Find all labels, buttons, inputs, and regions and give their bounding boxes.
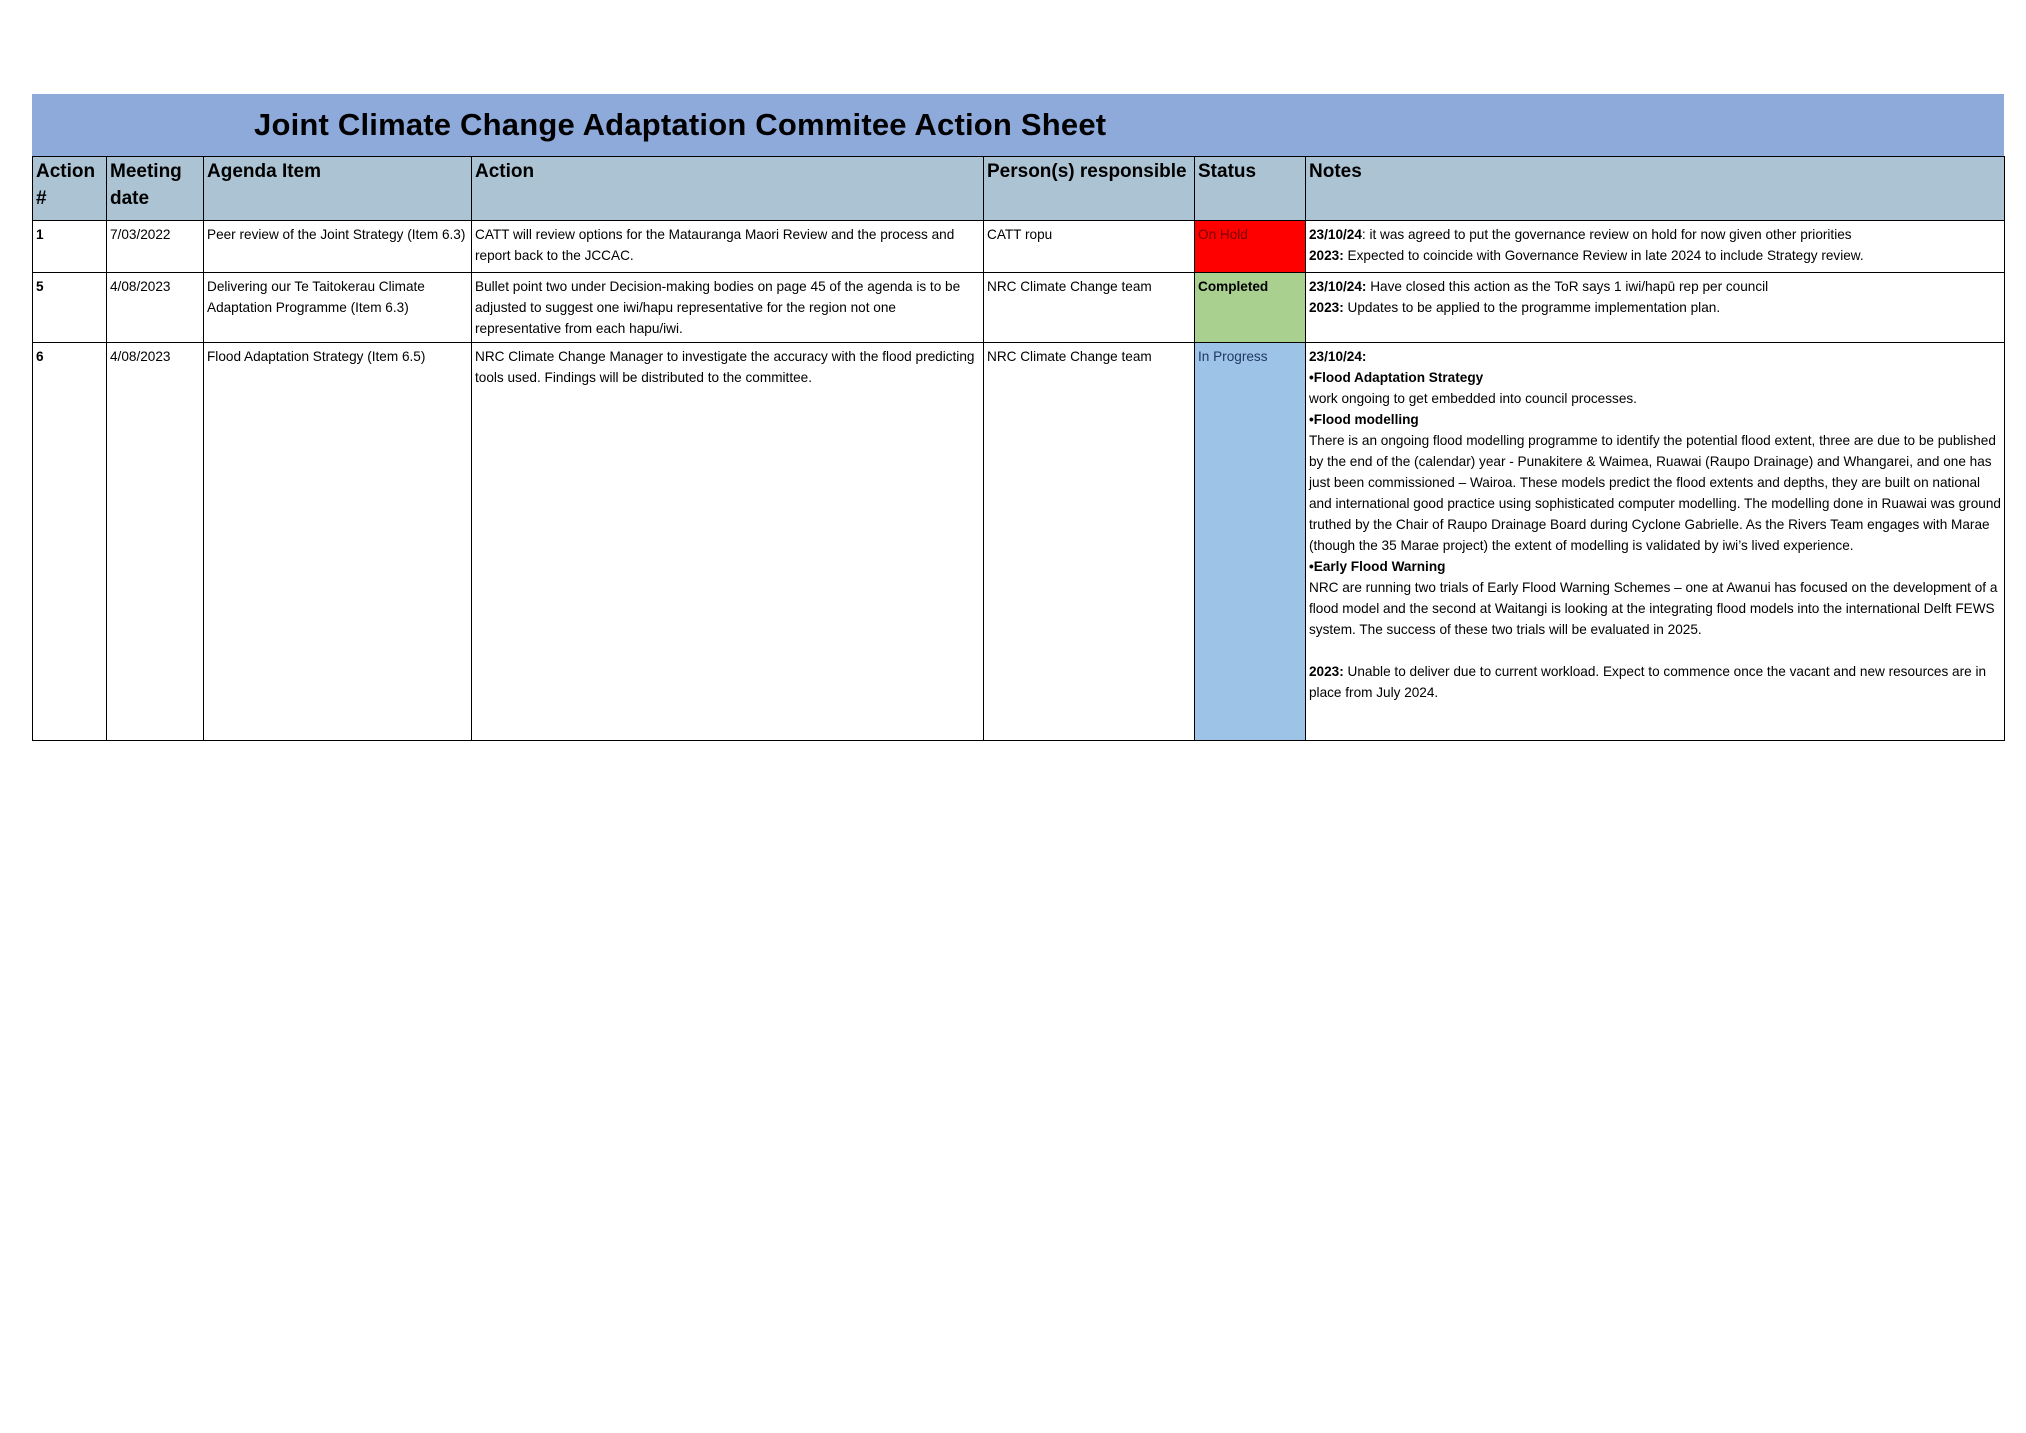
cell-responsible: CATT ropu [984,221,1195,273]
col-header-meeting-date: Meeting date [107,157,204,221]
cell-meeting-date: 4/08/2023 [107,343,204,741]
status-badge: On Hold [1195,221,1306,273]
note-paragraph: There is an ongoing flood modelling programme to identify the potential flood extent, three are due to be published by the end of the (calendar) year - Punakitere & Waimea, Ruawai (Raupo Drainage) and Whangarei, and one has just been commissioned – Wairoa. These models predict the flood extents and depths, they are built on national and international good practice using sophisticated computer modelling. The modelling done in Ruawai was ground truthed by the Chair of Raupo Drainage Board during Cyclone Gabrielle. As the Rivers Team engages with Marae (though the 35 Marae project) the extent of modelling is validated by iwi’s lived experience. [1309,433,2001,553]
note-text: Have closed this action as the ToR says 1 iwi/hapū rep per council [1366,279,1769,294]
note-text: Expected to coincide with Governance Review in late 2024 to include Strategy review. [1343,248,1864,263]
col-header-responsible: Person(s) responsible [984,157,1195,221]
col-header-action: Action [472,157,984,221]
bullet-icon: • [1309,370,1314,385]
cell-responsible: NRC Climate Change team [984,343,1195,741]
spacer [1309,640,2001,661]
note-year-label: 2023: [1309,300,1344,315]
sheet-title: Joint Climate Change Adaptation Commitee Action Sheet [254,107,1107,142]
note-text: Unable to deliver due to current workload. Expect to commence once the vacant and new resources are in place from July 2024. [1309,664,1987,700]
bullet-icon: • [1309,559,1314,574]
note-line [1309,224,2001,245]
note-subheading: •Early Flood Warning [1309,559,1446,574]
cell-meeting-date: 7/03/2022 [107,221,204,273]
cell-agenda-item: Delivering our Te Taitokerau Climate Adaptation Programme (Item 6.3) [204,273,472,343]
status-badge: Completed [1195,273,1306,343]
table-row [33,221,2005,273]
note-date-label: 23/10/24 [1309,227,1362,242]
note-line [1309,297,2001,318]
table-row [33,343,2005,741]
note-text: : it was agreed to put the governance review on hold for now given other priorities [1361,227,1852,242]
note-paragraph: NRC are running two trials of Early Flood Warning Schemes – one at Awanui has focused on the development of a flood model and the second at Waitangi is looking at the integrating flood models into the international Delft FEWS system. The success of these two trials will be evaluated in 2025. [1309,580,1998,637]
note-year-label: 2023: [1309,248,1344,263]
title-bar [32,94,2004,156]
action-table [32,156,2005,741]
cell-action-number: 6 [33,343,107,741]
cell-responsible: NRC Climate Change team [984,273,1195,343]
col-header-notes: Notes [1306,157,2005,221]
cell-notes [1306,273,2005,343]
note-date-label: 23/10/24: [1309,279,1367,294]
cell-notes [1306,343,2005,741]
cell-action: NRC Climate Change Manager to investigate the accuracy with the flood predicting tools used. Findings will be distributed to the committee. [472,343,984,741]
note-line [1309,245,2001,266]
cell-action: CATT will review options for the Matauranga Maori Review and the process and report back to the JCCAC. [472,221,984,273]
col-header-action-number: Action # [33,157,107,221]
col-header-agenda-item: Agenda Item [204,157,472,221]
note-text: Updates to be applied to the programme implementation plan. [1343,300,1721,315]
table-row [33,273,2005,343]
cell-meeting-date: 4/08/2023 [107,273,204,343]
note-subheading: •Flood modelling [1309,412,1419,427]
note-year-label: 2023: [1309,664,1344,679]
note-paragraph: work ongoing to get embedded into council processes. [1309,391,1637,406]
note-line [1309,661,2001,703]
action-sheet [32,94,2004,741]
status-badge: In Progress [1195,343,1306,741]
cell-notes [1306,221,2005,273]
header-row [33,157,2005,221]
bullet-icon: • [1309,412,1314,427]
cell-agenda-item: Peer review of the Joint Strategy (Item 6.3) [204,221,472,273]
cell-action-number: 5 [33,273,107,343]
col-header-status: Status [1195,157,1306,221]
cell-action-number: 1 [33,221,107,273]
note-date-label: 23/10/24: [1309,349,1367,364]
cell-action: Bullet point two under Decision-making bodies on page 45 of the agenda is to be adjusted to suggest one iwi/hapu representative for the region not one representative from each hapu/iwi. [472,273,984,343]
note-line [1309,276,2001,297]
cell-agenda-item: Flood Adaptation Strategy (Item 6.5) [204,343,472,741]
note-subheading: •Flood Adaptation Strategy [1309,370,1484,385]
